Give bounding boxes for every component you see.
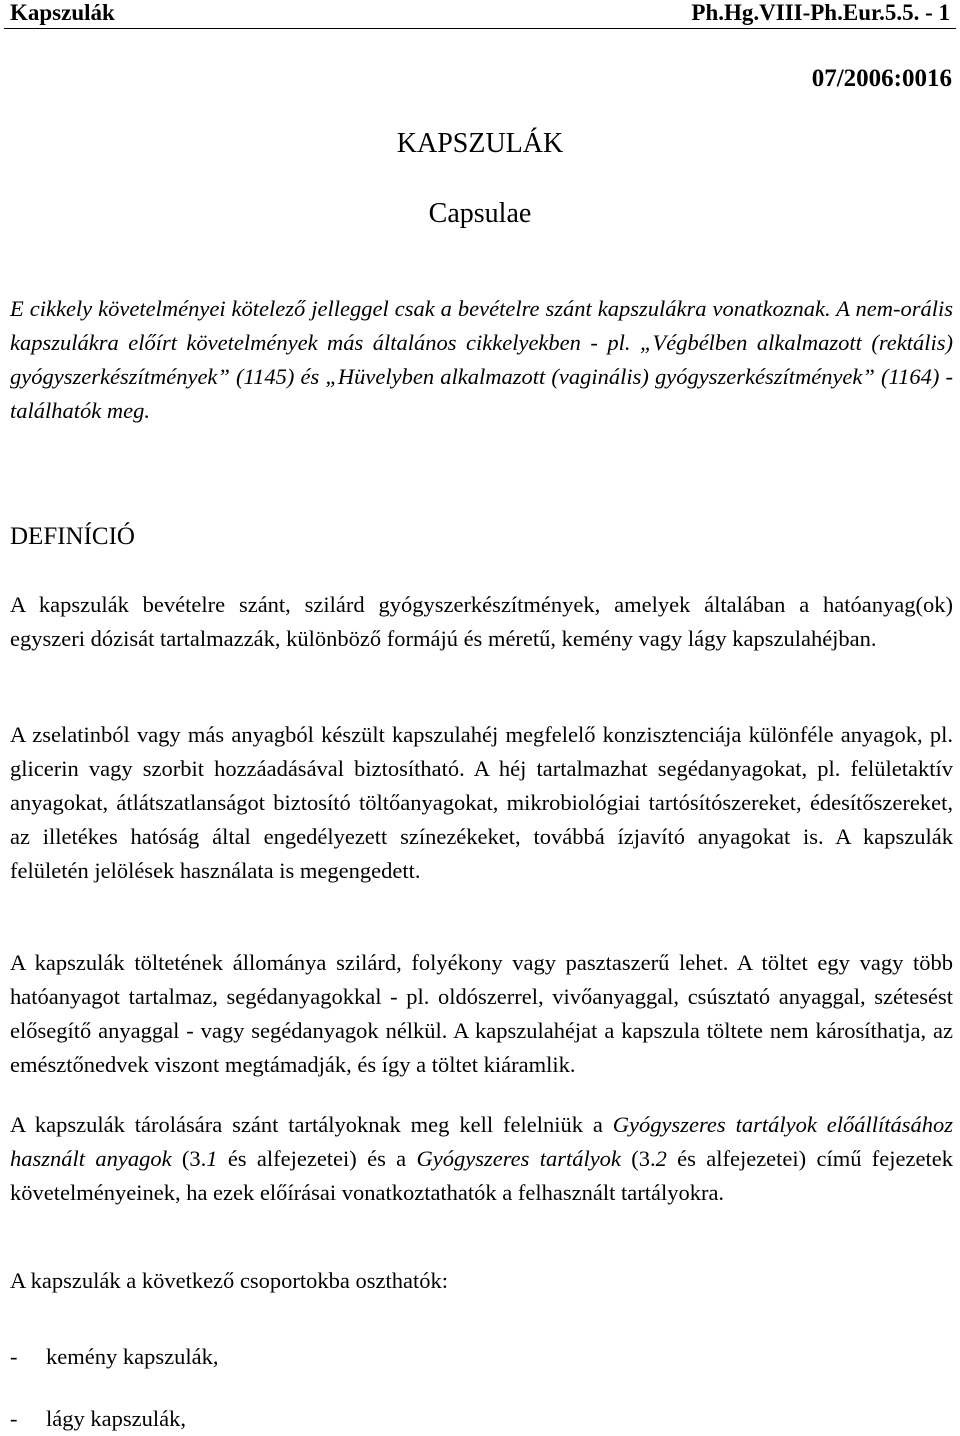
- intro-paragraph: E cikkely követelményei kötelező jelleggel csak a bevételre szánt kapszulákra vonatkoznak. A nem-orális kapszulákra előírt követelmények más általános cikkelyekben - pl. „Végbélben alkalmazott (rektális) gyógyszerkészítmények” (1145) és „Hüvelyben alkalmazott (vaginális) gyógyszerkészítmények” (1164) - találhatók meg.: [10, 296, 953, 423]
- definition-paragraph: A kapszulák bevételre szánt, szilárd gyógyszerkészítmények, amelyek általában a hatóanyag(ok) egyszeri dózisát tartalmazzák, különböző formájú és méretű, kemény vagy lágy kapszulahéjban.: [10, 592, 953, 651]
- container-text-3: és alfejezetei) és a: [217, 1146, 417, 1171]
- shell-paragraph: A zselatinból vagy más anyagból készült kapszulahéj megfelelő konzisztenciája különféle anyagok, pl. glicerin vagy szorbit hozzáadásával biztosítható. A héj tartalmazhat segédanyagokat, pl. felületaktív anyagokat, átlátszatlanságot biztosító töltőanyagokat, mikrobiológiai tartósítószereket, édesítőszereket, az illetékes hatóság által engedélyezett színezékeket, továbbá ízjavító anyagokat is. A kapszulák felületén jelölések használata is megengedett.: [10, 722, 953, 883]
- groups-intro: A kapszulák a következő csoportokba oszthatók:: [10, 1268, 449, 1293]
- container-ref-title-1: Gyógyszeres tartályok előállításához használt anyagok: [10, 1112, 953, 1171]
- fill-paragraph: A kapszulák töltetének állománya szilárd, folyékony vagy pasztaszerű lehet. A töltet egy vagy több hatóanyagot tartalmaz, segédanyagokkal - pl. oldószerrel, vivőanyaggal, csúsztató anyaggal, szétesést elősegítő anyaggal - vagy segédanyagok nélkül. A kapszulahéjat a kapszula töltete nem károsíthatja, az emésztőnedvek viszont megtámadják, és így a töltet kiáramlik.: [10, 950, 953, 1077]
- document-number: 07/2006:0016: [811, 65, 952, 92]
- container-text-2: (3.: [171, 1146, 207, 1171]
- container-text-1: A kapszulák tárolására szánt tartályoknak meg kell felelniük a: [10, 1112, 613, 1137]
- page-header: [4, 0, 956, 29]
- list-item-text: kemény kapszulák,: [46, 1344, 219, 1369]
- header-title: Kapszulák: [10, 0, 115, 25]
- list-item-text: lágy kapszulák,: [46, 1406, 186, 1431]
- monograph-title: KAPSZULÁK: [396, 128, 564, 159]
- latin-title: Capsulae: [428, 198, 532, 229]
- container-ref-title-2: Gyógyszeres tartályok: [416, 1146, 621, 1171]
- container-ref-num-1: 1: [206, 1146, 218, 1171]
- container-paragraph: [10, 1108, 953, 1210]
- container-ref-num-2: 2: [655, 1146, 667, 1171]
- list-dash: -: [10, 1344, 18, 1369]
- container-text-5: és alfejezetei) című fejezetek követelményeinek, ha ezek előírásai vonatkoztathatók a felhasznált tartályokra.: [10, 1146, 953, 1205]
- list-item: [10, 1402, 186, 1436]
- container-text-4: (3.: [620, 1146, 656, 1171]
- list-dash: -: [10, 1406, 18, 1431]
- header-reference: Ph.Hg.VIII-Ph.Eur.5.5. - 1: [691, 0, 950, 25]
- section-heading: DEFINÍCIÓ: [10, 523, 135, 550]
- list-item: [10, 1340, 218, 1374]
